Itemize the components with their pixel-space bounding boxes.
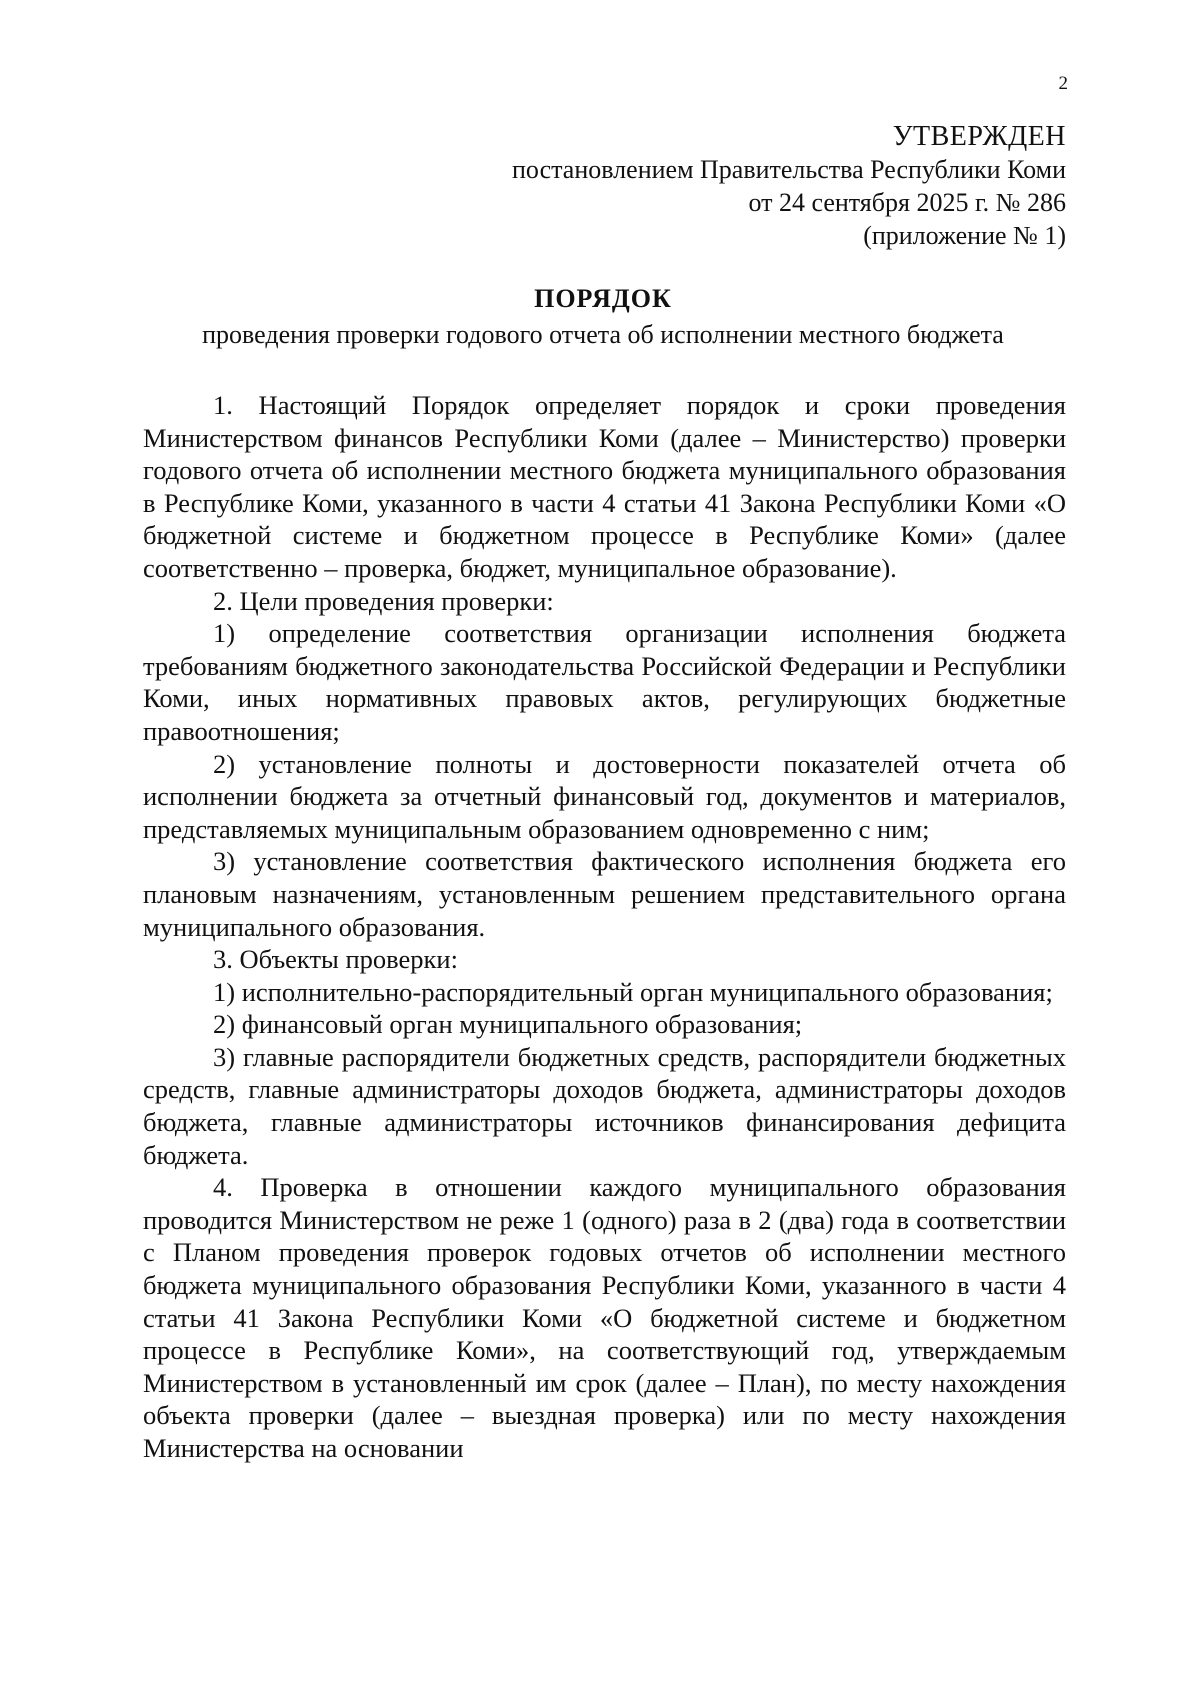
paragraph-2: 2. Цели проведения проверки: [213, 585, 554, 616]
approval-line-3: (приложение № 1) [863, 221, 1066, 250]
document-body [143, 389, 1066, 1465]
document-subtitle: проведения проверки годового отчета об исполнении местного бюджета [202, 320, 1004, 349]
document-title: ПОРЯДОК [534, 284, 672, 313]
approval-line-1: постановлением Правительства Республики Коми [512, 155, 1066, 184]
approval-block [512, 120, 1066, 252]
paragraph-3: 1) определение соответствия организации исполнения бюджета требованиям бюджетного законодательства Российской Федерации и Республики Коми, иных нормативных правовых актов, регулирующих бюджетные правоотношения; [143, 618, 1066, 746]
paragraph-1: 1. Настоящий Порядок определяет порядок и сроки проведения Министерством финансов Республики Коми (далее – Министерство) проверки годового отчета об исполнении местного бюджета муниципального образования в Республике Коми, указанного в части 4 статьи 41 Закона Республики Коми «О бюджетной системе и бюджетном процессе в Республике Коми» (далее соответственно – проверка, бюджет, муниципальное образование). [143, 390, 1066, 583]
paragraph-10: 4. Проверка в отношении каждого муниципального образования проводится Министерством не реже 1 (одного) раза в 2 (два) года в соответствии с Планом проведения проверок годовых отчетов об исполнении местного бюджета муниципального образования Республики Коми, указанного в части 4 статьи 41 Закона Республики Коми «О бюджетной системе и бюджетном процессе в Республике Коми», на соответствующий год, утверждаемым Министерством в установленный им срок (далее – План), по месту нахождения объекта проверки (далее – выездная проверка) или по месту нахождения Министерства на основании [143, 1172, 1066, 1463]
paragraph-8: 2) финансовый орган муниципального образования; [213, 1009, 803, 1040]
paragraph-6: 3. Объекты проверки: [213, 944, 458, 975]
paragraph-5: 3) установление соответствия фактического исполнения бюджета его плановым назначениям, установленным решением представительного органа муниципального образования. [143, 846, 1066, 942]
page-number: 2 [1058, 73, 1068, 94]
paragraph-7: 1) исполнительно-распорядительный орган муниципального образования; [213, 976, 1053, 1007]
paragraph-9: 3) главные распорядители бюджетных средств, распорядители бюджетных средств, главные администраторы доходов бюджета, администраторы доходов бюджета, главные администраторы источников финансирования дефицита бюджета. [143, 1041, 1066, 1170]
approval-status: УТВЕРЖДЕН [892, 121, 1066, 152]
approval-line-2: от 24 сентября 2025 г. № 286 [748, 188, 1066, 217]
paragraph-4: 2) установление полноты и достоверности показателей отчета об исполнении бюджета за отчетный финансовый год, документов и материалов, представляемых муниципальным образованием одновременно с ним; [143, 748, 1066, 844]
